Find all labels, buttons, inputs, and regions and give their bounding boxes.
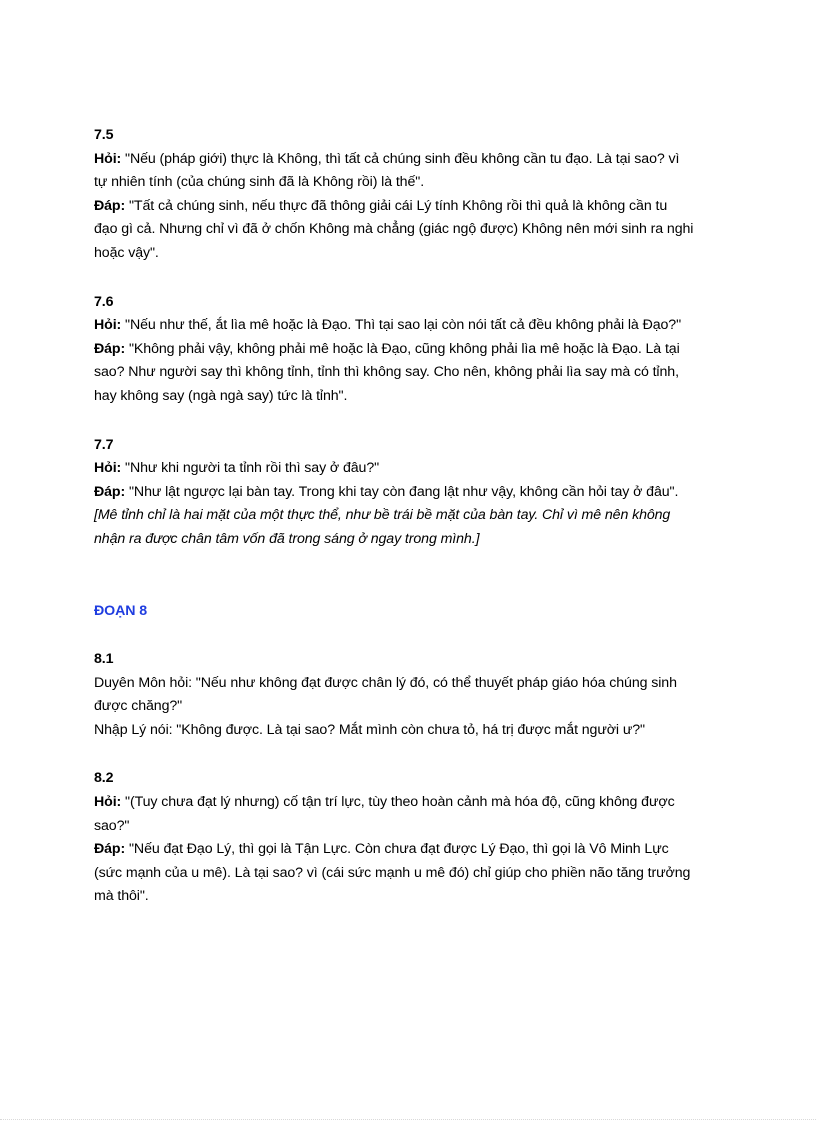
commentary-note: nhận ra được chân tâm vốn đã trong sáng ở ngay trong mình.]	[94, 530, 480, 547]
answer-label: Đáp:	[94, 841, 126, 858]
answer-text: hoặc vậy".	[94, 244, 159, 261]
section-7-5	[94, 124, 734, 266]
answer-line	[94, 481, 734, 505]
question-line	[94, 148, 734, 172]
question-text: "Nếu (pháp giới) thực là Không, thì tất cả chúng sinh đều không cần tu đạo. Là tại sao? vì	[121, 150, 680, 167]
spacer	[94, 552, 734, 600]
spacer	[94, 266, 734, 291]
answer-label: Đáp:	[94, 197, 126, 214]
answer-text: hay không say (ngà ngà say) tức là tỉnh".	[94, 387, 348, 404]
section-number: 7.5	[94, 127, 114, 143]
answer-text: "Tất cả chúng sinh, nếu thực đã thông giải cái Lý tính Không rồi thì quả là không cần tu	[125, 197, 668, 214]
answer-text: "Không phải vậy, không phải mê hoặc là Đạo, cũng không phải lìa mê hoặc là Đạo. Là tại	[125, 340, 680, 357]
question-label: Hỏi:	[94, 794, 122, 811]
dialogue-line: Duyên Môn hỏi: "Nếu như không đạt được chân lý đó, có thể thuyết pháp giáo hóa chúng sinh	[94, 674, 677, 691]
section-7-6	[94, 291, 734, 409]
spacer	[94, 742, 734, 767]
section-number: 8.1	[94, 651, 114, 668]
question-text: "Nếu như thế, ắt lìa mê hoặc là Đạo. Thì tại sao lại còn nói tất cả đều không phải là Đạo?"	[121, 317, 682, 334]
answer-text: mà thôi".	[94, 888, 149, 905]
spacer	[94, 623, 734, 648]
section-number: 7.7	[94, 436, 114, 453]
answer-line	[94, 838, 734, 862]
answer-line	[94, 195, 734, 219]
document-page	[94, 124, 734, 909]
section-heading: ĐOẠN 8	[94, 602, 148, 619]
answer-text: sao? Như người say thì không tỉnh, tỉnh thì không say. Cho nên, không phải lìa say mà có tỉnh,	[94, 364, 679, 381]
section-8-1	[94, 648, 734, 742]
question-label: Hỏi:	[94, 317, 122, 334]
answer-line	[94, 338, 734, 362]
answer-text: đạo gì cả. Nhưng chỉ vì đã ở chốn Không mà chẳng (giác ngộ được) Không nên mới sinh ra nghi	[94, 221, 694, 238]
question-text: tự nhiên tính (của chúng sinh đã là Không rồi) là thế".	[94, 174, 425, 191]
question-line	[94, 314, 734, 338]
answer-text: "Nếu đạt Đạo Lý, thì gọi là Tận Lực. Còn chưa đạt được Lý Đạo, thì gọi là Vô Minh Lực	[125, 841, 669, 858]
question-line	[94, 457, 734, 481]
section-8-2	[94, 767, 734, 909]
answer-label: Đáp:	[94, 483, 126, 500]
question-text: "Như khi người ta tỉnh rồi thì say ở đâu?"	[121, 460, 380, 477]
section-7-7	[94, 434, 734, 552]
question-label: Hỏi:	[94, 460, 122, 477]
section-number: 8.2	[94, 770, 114, 787]
question-label: Hỏi:	[94, 150, 122, 167]
question-text: sao?"	[94, 817, 130, 834]
commentary-note: [Mê tỉnh chỉ là hai mặt của một thực thể, như bề trái bề mặt của bàn tay. Chỉ vì mê nên không	[94, 507, 671, 524]
page-bottom-border	[0, 1119, 816, 1120]
section-number: 7.6	[94, 293, 114, 310]
answer-text: (sức mạnh của u mê). Là tại sao? vì (cái sức mạnh u mê đó) chỉ giúp cho phiền não tăng trưởng	[94, 864, 691, 881]
dialogue-line: Nhập Lý nói: "Không được. Là tại sao? Mắt mình còn chưa tỏ, há trị được mắt người ư?"	[94, 721, 645, 738]
answer-label: Đáp:	[94, 340, 126, 357]
answer-text: "Như lật ngược lại bàn tay. Trong khi tay còn đang lật như vậy, không cần hỏi tay ở đâu".	[125, 483, 679, 500]
question-line	[94, 791, 734, 815]
question-text: "(Tuy chưa đạt lý nhưng) cố tận trí lực, tùy theo hoàn cảnh mà hóa độ, cũng không được	[121, 794, 675, 811]
spacer	[94, 409, 734, 434]
dialogue-line: được chăng?"	[94, 698, 183, 715]
